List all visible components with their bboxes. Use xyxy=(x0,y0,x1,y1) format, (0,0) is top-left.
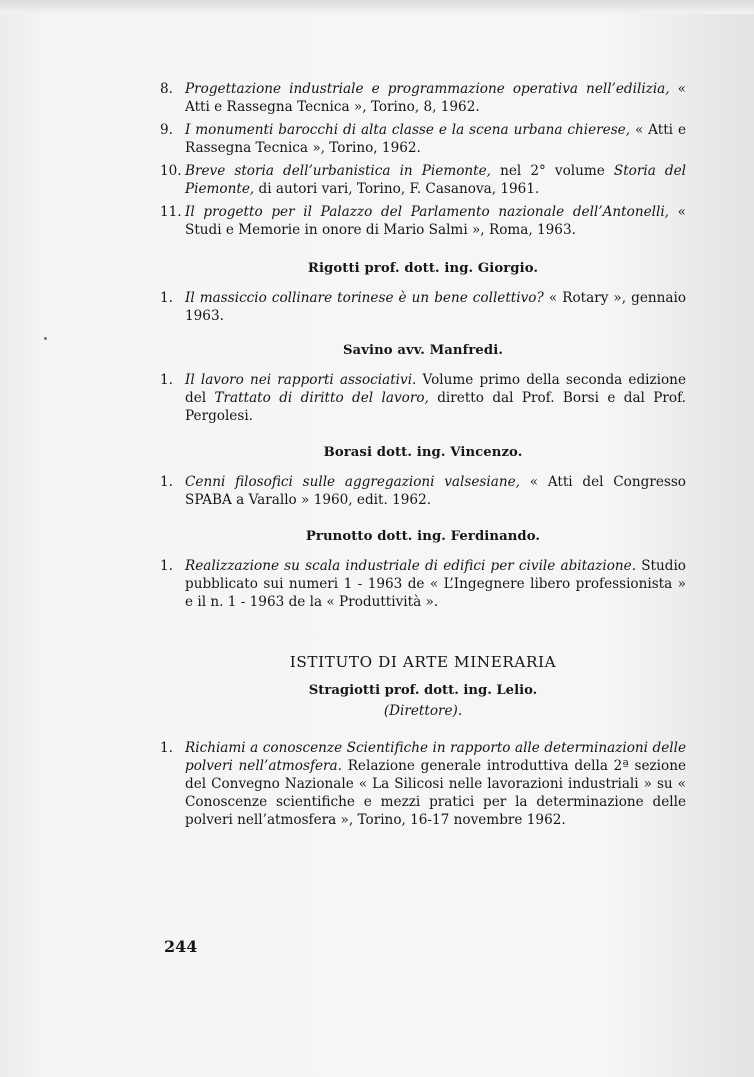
director-role: (Direttore). xyxy=(383,703,463,719)
item-text: « Studi e Memorie in onore di Mario Salmi », Roma, 1963. xyxy=(185,204,686,238)
list-item xyxy=(160,473,686,509)
list-item xyxy=(160,162,686,198)
item-title: Breve storia dell’urbanistica in Piemonte, xyxy=(185,163,491,179)
item-title: Il massiccio collinare torinese è un bene collettivo? xyxy=(185,290,544,306)
list-item xyxy=(160,371,686,425)
item-text: nel 2° volume xyxy=(490,163,614,179)
author-heading: Borasi dott. ing. Vincenzo. xyxy=(323,445,523,460)
scan-dust-mark xyxy=(44,337,47,340)
item-number: 8. xyxy=(160,81,173,97)
item-text: Volume primo della seconda edizione del xyxy=(185,372,686,406)
item-text: diretto dal Prof. Borsi e dal Prof. Pergolesi. xyxy=(185,390,686,424)
list-item xyxy=(160,80,686,116)
item-title-secondary: Storia del Piemonte, xyxy=(185,163,687,197)
item-number: 9. xyxy=(160,122,173,138)
item-number: 1. xyxy=(160,558,173,574)
item-title: Il progetto per il Palazzo del Parlamento nazionale dell’Antonelli, xyxy=(185,204,669,220)
item-number: 1. xyxy=(160,740,173,756)
item-text: Relazione generale introduttiva della 2ª sezione del Convegno Nazionale « La Silicosi nelle lavorazioni industriali » su « Conoscenze scientifiche e mezzi pratici per la determinazione delle polveri nell’atmosfera », Torino, 16-17 novembre 1962. xyxy=(185,758,687,828)
item-number: 10. xyxy=(160,163,182,179)
item-title: Richiami a conoscenze Scientifiche in rapporto alle determinazioni delle polveri nell’atmosfera. xyxy=(185,740,686,774)
director-name: Stragiotti prof. dott. ing. Lelio. xyxy=(308,683,538,698)
item-number: 1. xyxy=(160,474,173,490)
item-number: 1. xyxy=(160,290,173,306)
item-text: « Rotary », gennaio 1963. xyxy=(185,290,687,324)
item-title: Il lavoro nei rapporti associativi. xyxy=(185,372,417,388)
list-item xyxy=(160,739,686,829)
list-item xyxy=(160,557,686,611)
item-text: di autori vari, Torino, F. Casanova, 1961. xyxy=(254,181,540,197)
list-item xyxy=(160,121,686,157)
list-item xyxy=(160,203,686,239)
item-title: Progettazione industriale e programmazione operativa nell’edilizia, xyxy=(185,81,670,97)
item-text: « Atti e Rassegna Tecnica », Torino, 8, 1962. xyxy=(185,81,687,115)
page-content xyxy=(160,80,686,834)
item-number: 1. xyxy=(160,372,173,388)
item-text: « Atti e Rassegna Tecnica », Torino, 1962. xyxy=(185,122,686,156)
item-title: Realizzazione su scala industriale di edifici per civile abitazione. xyxy=(185,558,637,574)
item-text: « Atti del Congresso SPABA a Varallo » 1960, edit. 1962. xyxy=(185,474,686,508)
author-heading: Savino avv. Manfredi. xyxy=(342,343,504,358)
item-title: I monumenti barocchi di alta classe e la scena urbana chierese, xyxy=(185,122,631,138)
item-title-secondary: Trattato di diritto del lavoro, xyxy=(214,390,429,406)
page-number: 244 xyxy=(164,937,198,956)
item-title: Cenni filosofici sulle aggregazioni valsesiane, xyxy=(185,474,520,490)
list-item xyxy=(160,289,686,325)
author-heading: Prunotto dott. ing. Ferdinando. xyxy=(305,529,541,544)
author-heading: Rigotti prof. dott. ing. Giorgio. xyxy=(307,261,539,276)
item-number: 11. xyxy=(160,204,182,220)
institute-title: ISTITUTO DI ARTE MINERARIA xyxy=(289,653,557,671)
item-text: Studio pubblicato sui numeri 1 - 1963 de « L’Ingegnere libero professionista » e il n. 1 - 1963 de la « Produttività ». xyxy=(185,558,686,610)
scan-edge-shadow xyxy=(0,0,754,14)
